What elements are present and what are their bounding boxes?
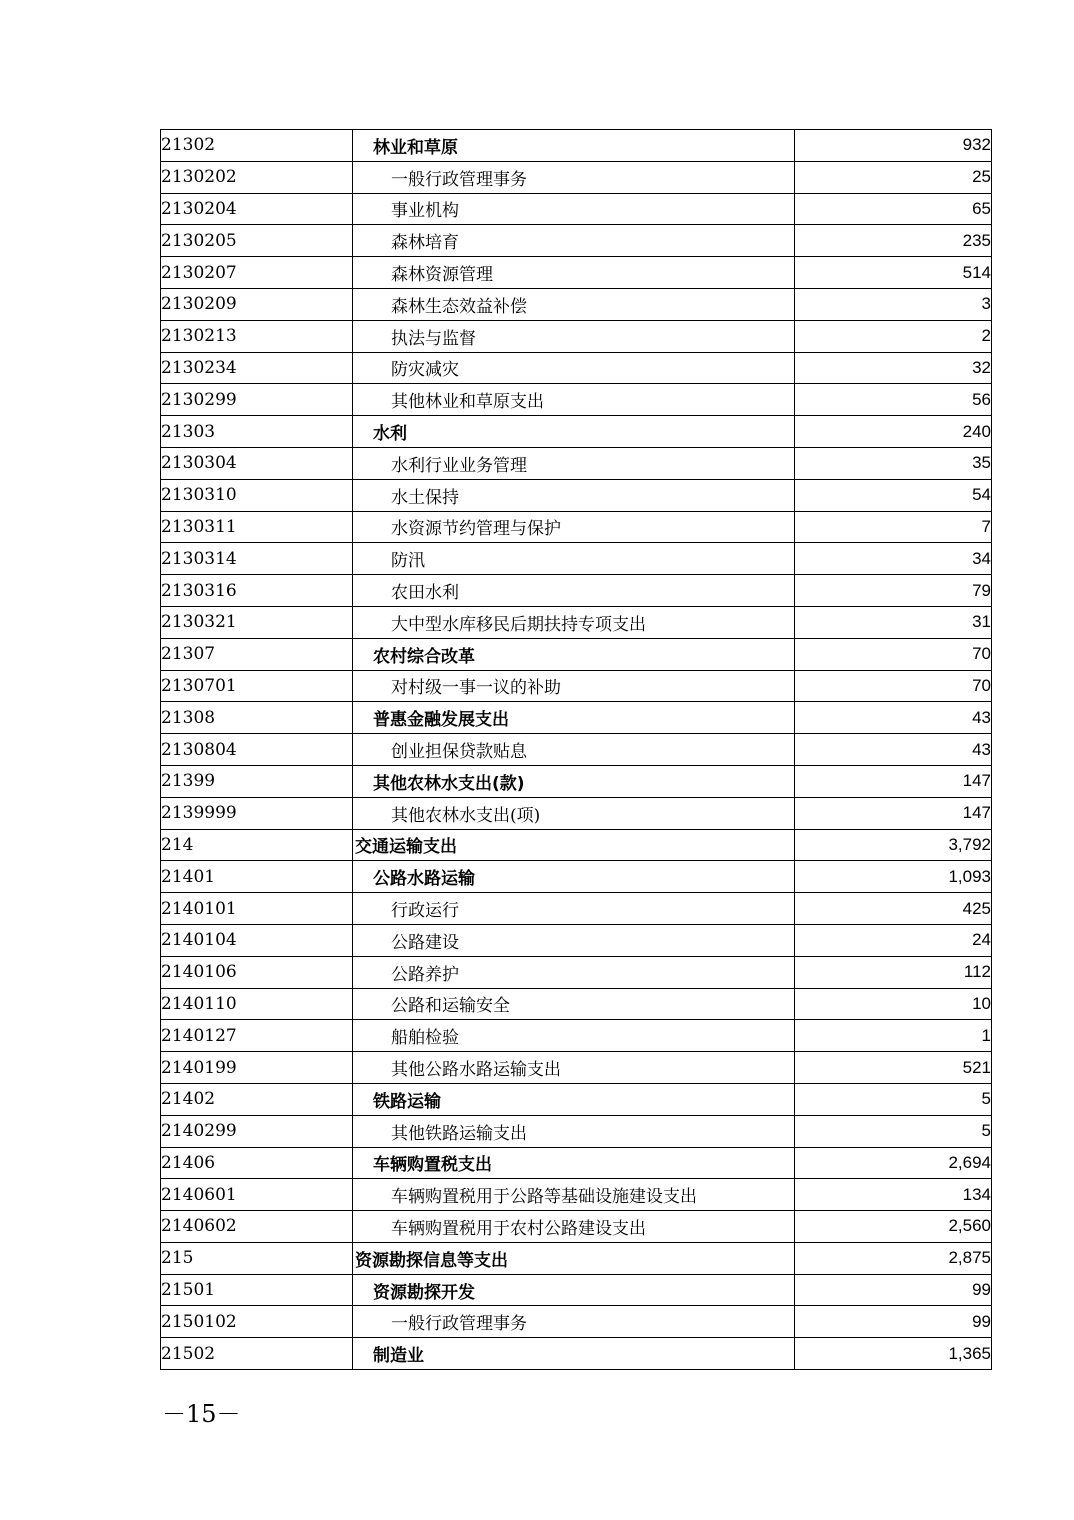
table-row (161, 893, 992, 925)
row-name: 执法与监督 (353, 320, 795, 352)
row-amount: 7 (795, 511, 992, 543)
row-name: 一般行政管理事务 (353, 161, 795, 193)
row-amount: 43 (795, 702, 992, 734)
row-code: 2130311 (161, 511, 353, 543)
row-name: 水利 (353, 416, 795, 448)
row-code: 2130213 (161, 320, 353, 352)
row-name: 创业担保贷款贴息 (353, 734, 795, 766)
row-name: 其他林业和草原支出 (353, 384, 795, 416)
row-name: 公路养护 (353, 956, 795, 988)
row-name: 农田水利 (353, 575, 795, 607)
row-amount: 5 (795, 1083, 992, 1115)
row-name: 对村级一事一议的补助 (353, 670, 795, 702)
row-code: 2140127 (161, 1020, 353, 1052)
row-amount: 99 (795, 1306, 992, 1338)
table-row (161, 1052, 992, 1084)
row-code: 2130205 (161, 225, 353, 257)
row-code: 2140602 (161, 1211, 353, 1243)
row-code: 2140106 (161, 956, 353, 988)
row-name: 车辆购置税用于农村公路建设支出 (353, 1211, 795, 1243)
row-name: 水利行业业务管理 (353, 447, 795, 479)
table-row (161, 702, 992, 734)
row-amount: 3 (795, 288, 992, 320)
row-code: 21402 (161, 1083, 353, 1115)
row-amount: 514 (795, 257, 992, 289)
row-code: 21501 (161, 1274, 353, 1306)
row-amount: 54 (795, 479, 992, 511)
row-name: 森林培育 (353, 225, 795, 257)
row-amount: 235 (795, 225, 992, 257)
row-code: 21406 (161, 1147, 353, 1179)
row-amount: 32 (795, 352, 992, 384)
table-row (161, 575, 992, 607)
row-code: 2140299 (161, 1115, 353, 1147)
row-code: 21307 (161, 638, 353, 670)
row-code: 2130234 (161, 352, 353, 384)
row-amount: 34 (795, 543, 992, 575)
table-row (161, 447, 992, 479)
row-code: 2140110 (161, 988, 353, 1020)
row-amount: 35 (795, 447, 992, 479)
table-row (161, 543, 992, 575)
row-name: 防灾减灾 (353, 352, 795, 384)
row-code: 2140104 (161, 924, 353, 956)
row-amount: 147 (795, 765, 992, 797)
row-amount: 10 (795, 988, 992, 1020)
row-amount: 134 (795, 1179, 992, 1211)
row-amount: 425 (795, 893, 992, 925)
expenditure-table (160, 129, 992, 1370)
table-row (161, 193, 992, 225)
row-amount: 2,560 (795, 1211, 992, 1243)
row-amount: 1 (795, 1020, 992, 1052)
row-name: 公路水路运输 (353, 861, 795, 893)
table-row (161, 320, 992, 352)
row-code: 2130314 (161, 543, 353, 575)
table-row (161, 130, 992, 162)
table-row (161, 384, 992, 416)
row-name: 车辆购置税用于公路等基础设施建设支出 (353, 1179, 795, 1211)
row-name: 水土保持 (353, 479, 795, 511)
row-name: 其他铁路运输支出 (353, 1115, 795, 1147)
row-code: 2130204 (161, 193, 353, 225)
row-name: 公路和运输安全 (353, 988, 795, 1020)
row-name: 公路建设 (353, 924, 795, 956)
row-name: 防汛 (353, 543, 795, 575)
row-amount: 2,875 (795, 1242, 992, 1274)
row-amount: 1,365 (795, 1338, 992, 1370)
row-amount: 24 (795, 924, 992, 956)
row-code: 2140199 (161, 1052, 353, 1084)
row-name: 船舶检验 (353, 1020, 795, 1052)
row-amount: 31 (795, 606, 992, 638)
row-code: 2140101 (161, 893, 353, 925)
table-row (161, 352, 992, 384)
row-amount: 25 (795, 161, 992, 193)
row-name: 车辆购置税支出 (353, 1147, 795, 1179)
row-name: 水资源节约管理与保护 (353, 511, 795, 543)
table-row (161, 638, 992, 670)
row-amount: 1,093 (795, 861, 992, 893)
row-amount: 70 (795, 638, 992, 670)
table-row (161, 1115, 992, 1147)
table-row (161, 861, 992, 893)
table-row (161, 1179, 992, 1211)
table-row (161, 1274, 992, 1306)
row-code: 21401 (161, 861, 353, 893)
table-row (161, 797, 992, 829)
row-name: 铁路运输 (353, 1083, 795, 1115)
table-row (161, 225, 992, 257)
row-code: 2130321 (161, 606, 353, 638)
table-row (161, 924, 992, 956)
table-row (161, 479, 992, 511)
table-row (161, 829, 992, 861)
row-name: 林业和草原 (353, 130, 795, 162)
row-code: 2130701 (161, 670, 353, 702)
table-row (161, 1338, 992, 1370)
row-code: 21308 (161, 702, 353, 734)
row-name: 行政运行 (353, 893, 795, 925)
row-name: 其他农林水支出(款) (353, 765, 795, 797)
row-name: 普惠金融发展支出 (353, 702, 795, 734)
row-name: 森林生态效益补偿 (353, 288, 795, 320)
row-name: 森林资源管理 (353, 257, 795, 289)
row-amount: 5 (795, 1115, 992, 1147)
row-amount: 79 (795, 575, 992, 607)
table-row (161, 161, 992, 193)
row-code: 2140601 (161, 1179, 353, 1211)
row-code: 2130310 (161, 479, 353, 511)
table-row (161, 734, 992, 766)
table-row (161, 670, 992, 702)
row-amount: 932 (795, 130, 992, 162)
row-code: 2130202 (161, 161, 353, 193)
row-amount: 56 (795, 384, 992, 416)
row-amount: 521 (795, 1052, 992, 1084)
row-name: 农村综合改革 (353, 638, 795, 670)
table-row (161, 1306, 992, 1338)
row-code: 2130209 (161, 288, 353, 320)
row-name: 大中型水库移民后期扶持专项支出 (353, 606, 795, 638)
row-amount: 70 (795, 670, 992, 702)
table-row (161, 1211, 992, 1243)
page-number: －15－ (162, 1400, 241, 1428)
table-row (161, 765, 992, 797)
row-code: 2130299 (161, 384, 353, 416)
row-amount: 147 (795, 797, 992, 829)
row-code: 2130804 (161, 734, 353, 766)
row-amount: 112 (795, 956, 992, 988)
row-code: 21399 (161, 765, 353, 797)
row-name: 资源勘探开发 (353, 1274, 795, 1306)
row-name: 其他农林水支出(项) (353, 797, 795, 829)
row-code: 2139999 (161, 797, 353, 829)
row-amount: 43 (795, 734, 992, 766)
row-code: 215 (161, 1242, 353, 1274)
row-name: 交通运输支出 (353, 829, 795, 861)
row-code: 2150102 (161, 1306, 353, 1338)
table-row (161, 257, 992, 289)
row-code: 2130304 (161, 447, 353, 479)
table-row (161, 511, 992, 543)
row-name: 资源勘探信息等支出 (353, 1242, 795, 1274)
row-name: 其他公路水路运输支出 (353, 1052, 795, 1084)
row-code: 2130316 (161, 575, 353, 607)
row-code: 214 (161, 829, 353, 861)
table-row (161, 956, 992, 988)
row-amount: 240 (795, 416, 992, 448)
row-amount: 3,792 (795, 829, 992, 861)
row-amount: 2 (795, 320, 992, 352)
table-row (161, 416, 992, 448)
row-code: 21303 (161, 416, 353, 448)
row-name: 事业机构 (353, 193, 795, 225)
table-body (161, 130, 992, 1370)
row-code: 21302 (161, 130, 353, 162)
row-name: 制造业 (353, 1338, 795, 1370)
table-row (161, 1242, 992, 1274)
row-name: 一般行政管理事务 (353, 1306, 795, 1338)
row-amount: 99 (795, 1274, 992, 1306)
table-row (161, 606, 992, 638)
table-row (161, 1083, 992, 1115)
table-row (161, 1020, 992, 1052)
row-code: 21502 (161, 1338, 353, 1370)
row-amount: 2,694 (795, 1147, 992, 1179)
row-code: 2130207 (161, 257, 353, 289)
table-row (161, 1147, 992, 1179)
table-row (161, 288, 992, 320)
row-amount: 65 (795, 193, 992, 225)
table-row (161, 988, 992, 1020)
